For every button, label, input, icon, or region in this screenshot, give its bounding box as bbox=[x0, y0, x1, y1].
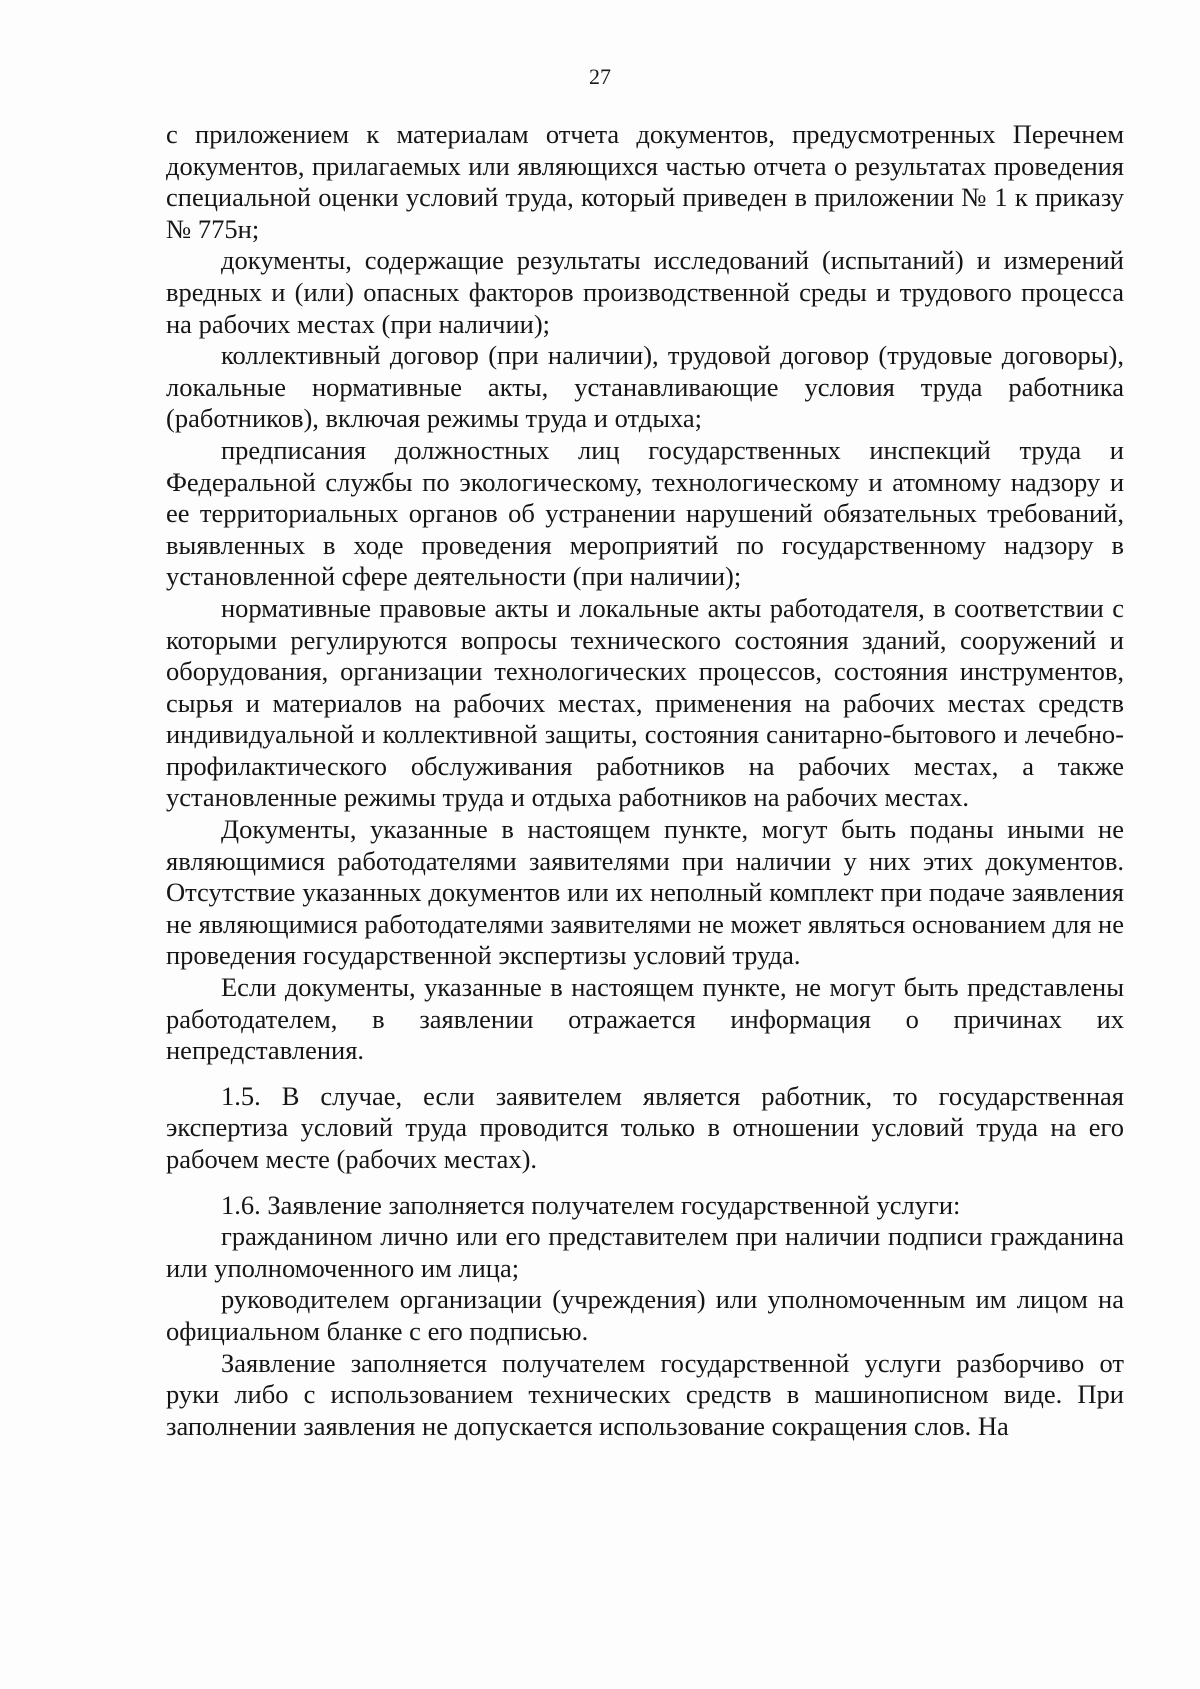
paragraph-5: нормативные правовые акты и локальные акты работодателя, в соответствии с которыми регулируются вопросы технического состояния зданий, сооружений и оборудования, организации технологических процессов, состояния инструментов, сырья и материалов на рабочих местах, применения на рабочих местах средств индивидуальной и коллективной защиты, состояния санитарно-бытового и лечебно-профилактического обслуживания работников на рабочих местах, а также установленные режимы труда и отдыха работников на рабочих местах. bbox=[166, 592, 1124, 813]
paragraph-section-1-5: 1.5. В случае, если заявителем является работник, то государственная экспертиза условий труда проводится только в отношении условий труда на его рабочем месте (рабочих местах). bbox=[166, 1080, 1124, 1174]
paragraph-12: Заявление заполняется получателем государственной услуги разборчиво от руки либо с использованием технических средств в машинописном виде. При заполнении заявления не допускается использование сокращения слов. На bbox=[166, 1347, 1124, 1441]
paragraph-4: предписания должностных лиц государственных инспекций труда и Федеральной службы по экологическому, технологическому и атомному надзору и ее территориальных органов об устранении нарушений обязательных требований, выявленных в ходе проведения мероприятий по государственному надзору в установленной сфере деятельности (при наличии); bbox=[166, 434, 1124, 592]
paragraph-2: документы, содержащие результаты исследований (испытаний) и измерений вредных и (или) опасных факторов производственной среды и трудового процесса на рабочих местах (при наличии); bbox=[166, 245, 1124, 339]
page-number: 27 bbox=[589, 64, 611, 89]
paragraph-3: коллективный договор (при наличии), трудовой договор (трудовые договоры), локальные нормативные акты, устанавливающие условия труда работника (работников), включая режимы труда и отдыха; bbox=[166, 340, 1124, 434]
paragraph-6: Документы, указанные в настоящем пункте, могут быть поданы иными не являющимися работодателями заявителями при наличии у них этих документов. Отсутствие указанных документов или их неполный комплект при подаче заявления не являющимися работодателями заявителями не может являться основанием для не проведения государственной экспертизы условий труда. bbox=[166, 814, 1124, 971]
paragraph-1: с приложением к материалам отчета документов, предусмотренных Перечнем документов, прилагаемых или являющихся частью отчета о результатах проведения специальной оценки условий труда, который приведен в приложении № 1 к приказу № 775н; bbox=[166, 119, 1124, 244]
paragraph-11: руководителем организации (учреждения) или уполномоченным им лицом на официальном бланке с его подписью. bbox=[166, 1284, 1124, 1346]
paragraph-10: гражданином лично или его представителем при наличии подписи гражданина или уполномоченного им лица; bbox=[166, 1221, 1124, 1283]
paragraph-7: Если документы, указанные в настоящем пункте, не могут быть представлены работодателем, в заявлении отражается информация о причинах их непредставления. bbox=[166, 972, 1124, 1066]
paragraph-section-1-6: 1.6. Заявление заполняется получателем государственной услуги: bbox=[221, 1189, 961, 1220]
document-body bbox=[166, 119, 1124, 1442]
